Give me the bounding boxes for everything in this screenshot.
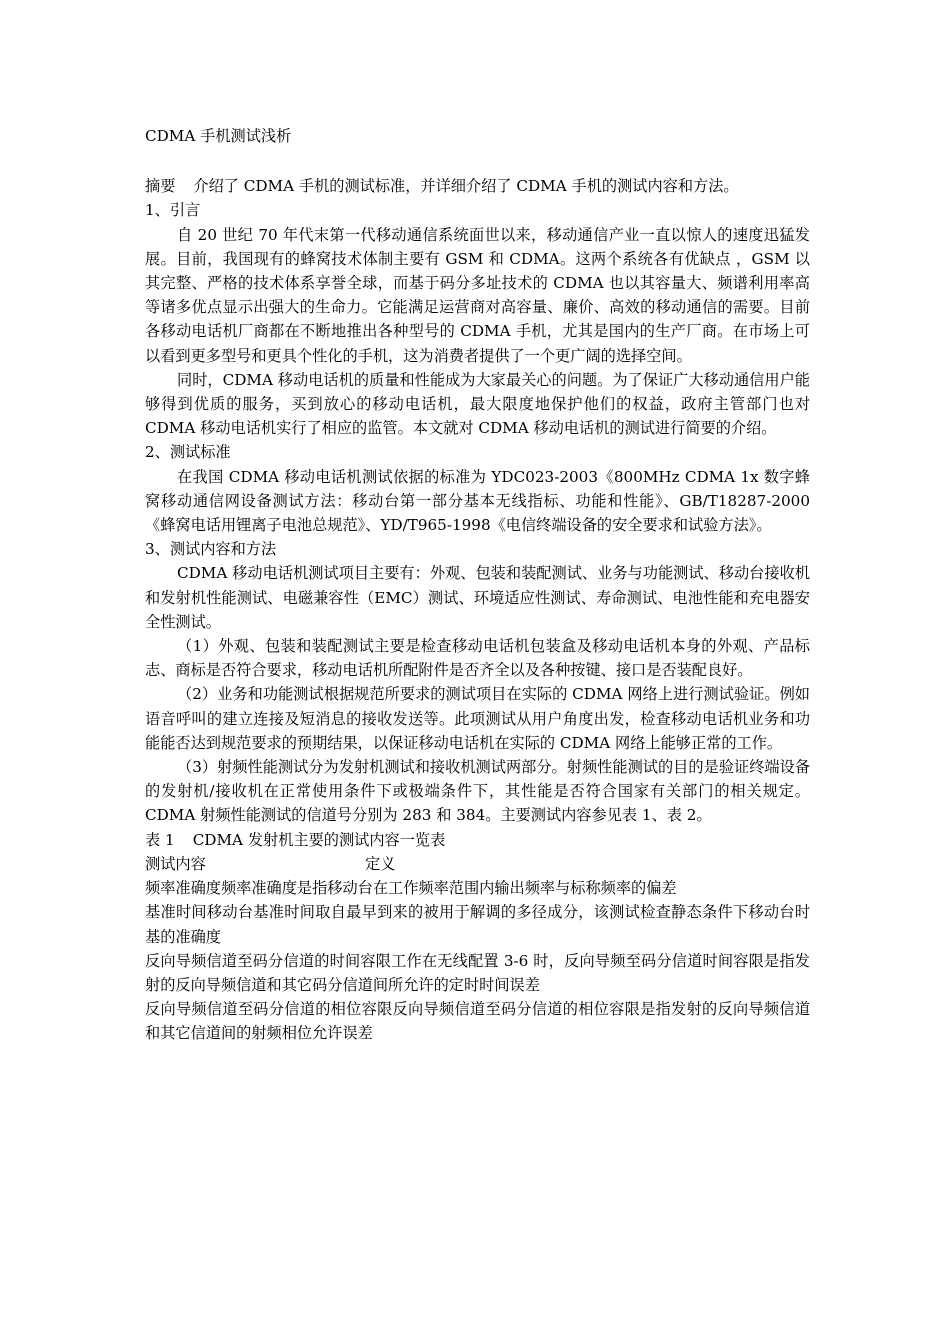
table-caption-number: 表 1 xyxy=(145,830,175,849)
table-caption xyxy=(145,828,810,852)
paragraph: 在我国 CDMA 移动电话机测试依据的标准为 YDC023-2003《800MHz CDMA 1x 数字蜂窝移动通信网设备测试方法：移动台第一部分基本无线指标、功能和性能》、GB/T18287-2000《蜂窝电话用锂离子电池总规范》、YD/T965-1998《电信终端设备的安全要求和试验方法》。 xyxy=(145,467,810,535)
paragraph: （1）外观、包装和装配测试主要是检查移动电话机包装盒及移动电话机本身的外观、产品标志、商标是否符合要求，移动电话机所配附件是否齐全以及各种按键、接口是否装配良好。 xyxy=(145,637,810,680)
table-caption-text: CDMA 发射机主要的测试内容一览表 xyxy=(192,830,446,849)
paragraph: （3）射频性能测试分为发射机测试和接收机测试两部分。射频性能测试的目的是验证终端设备的发射机/接收机在正常使用条件下或极端条件下，其性能是否符合国家有关部门的相关规定。CDMA 射频性能测试的信道号分别为 283 和 384。主要测试内容参见表 1、表 2。 xyxy=(145,758,810,825)
table-row xyxy=(145,949,810,997)
table-cell-definition: 移动台基准时间取自最早到来的被用于解调的多径成分，该测试检查静态条件下移动台时基的准确度 xyxy=(145,903,811,946)
table-row xyxy=(145,876,810,900)
table-header-definition: 定义 xyxy=(365,854,396,873)
document-page xyxy=(145,124,810,1046)
document-title: CDMA 手机测试浅析 xyxy=(145,127,292,145)
paragraph: CDMA 移动电话机测试项目主要有：外观、包装和装配测试、业务与功能测试、移动台接收机和发射机性能测试、电磁兼容性（EMC）测试、环境适应性测试、寿命测试、电池性能和充电器安全性测试。 xyxy=(145,564,810,631)
section-heading: 1、引言 xyxy=(145,201,201,220)
paragraph: （2）业务和功能测试根据规范所要求的测试项目在实际的 CDMA 网络上进行测试验证。例如语音呼叫的建立连接及短消息的接收发送等。此项测试从用户角度出发，检查移动电话机业务和功能能否达到规范要求的预期结果，以保证移动电话机在实际的 CDMA 网络上能够正常的工作。 xyxy=(145,685,810,752)
section-heading: 2、测试标准 xyxy=(145,443,231,462)
abstract-text: 介绍了 CDMA 手机的测试标准，并详细介绍了 CDMA 手机的测试内容和方法。 xyxy=(193,177,739,196)
table-header-row xyxy=(145,852,810,876)
table-cell-item: 反向导频信道至码分信道的相位容限 xyxy=(145,1000,393,1019)
table-cell-item: 基准时间 xyxy=(145,903,207,922)
table-cell-item: 频率准确度 xyxy=(145,879,221,898)
abstract-label: 摘要 xyxy=(145,177,176,196)
table-cell-definition: 工作在无线配置 3-6 时，反向导频至码分信道时间容限是指发射的反向导频信道和其它码分信道间所允许的定时时间误差 xyxy=(145,951,810,994)
table-cell-item: 反向导频信道至码分信道的时间容限 xyxy=(145,951,392,970)
table-cell-definition: 频率准确度是指移动台在工作频率范围内输出频率与标称频率的偏差 xyxy=(220,879,677,898)
paragraph: 自 20 世纪 70 年代末第一代移动通信系统面世以来，移动通信产业一直以惊人的速度迅猛发展。目前，我国现有的蜂窝技术体制主要有 GSM 和 CDMA。这两个系统各有优缺点 ，GSM 以其完整、严格的技术体系享誉全球，而基于码分多址技术的 CDMA 也以其容量大、频谱利用率高等诸多优点显示出强大的生命力。它能满足运营商对高容量、廉价、高效的移动通信的需要。目前各移动电话机厂商都在不断地推出各种型号的 CDMA 手机，尤其是国内的生产厂商。在市场上可以看到更多型号和更具个性化的手机，这为消费者提供了一个更广阔的选择空间。 xyxy=(145,225,810,365)
table-header-item: 测试内容 xyxy=(145,854,206,873)
table-row xyxy=(145,997,810,1045)
abstract xyxy=(145,174,810,198)
paragraph: 同时，CDMA 移动电话机的质量和性能成为大家最关心的问题。为了保证广大移动通信用户能够得到优质的服务，买到放心的移动电话机，最大限度地保护他们的权益，政府主管部门也对 CDMA 移动电话机实行了相应的监管。本文就对 CDMA 移动电话机的测试进行简要的介绍。 xyxy=(145,370,810,438)
section-heading: 3、测试内容和方法 xyxy=(145,540,277,559)
table-row xyxy=(145,900,810,948)
table-cell-definition: 反向导频信道至码分信道的相位容限是指发射的反向导频信道和其它信道间的射频相位允许误差 xyxy=(145,1000,811,1043)
